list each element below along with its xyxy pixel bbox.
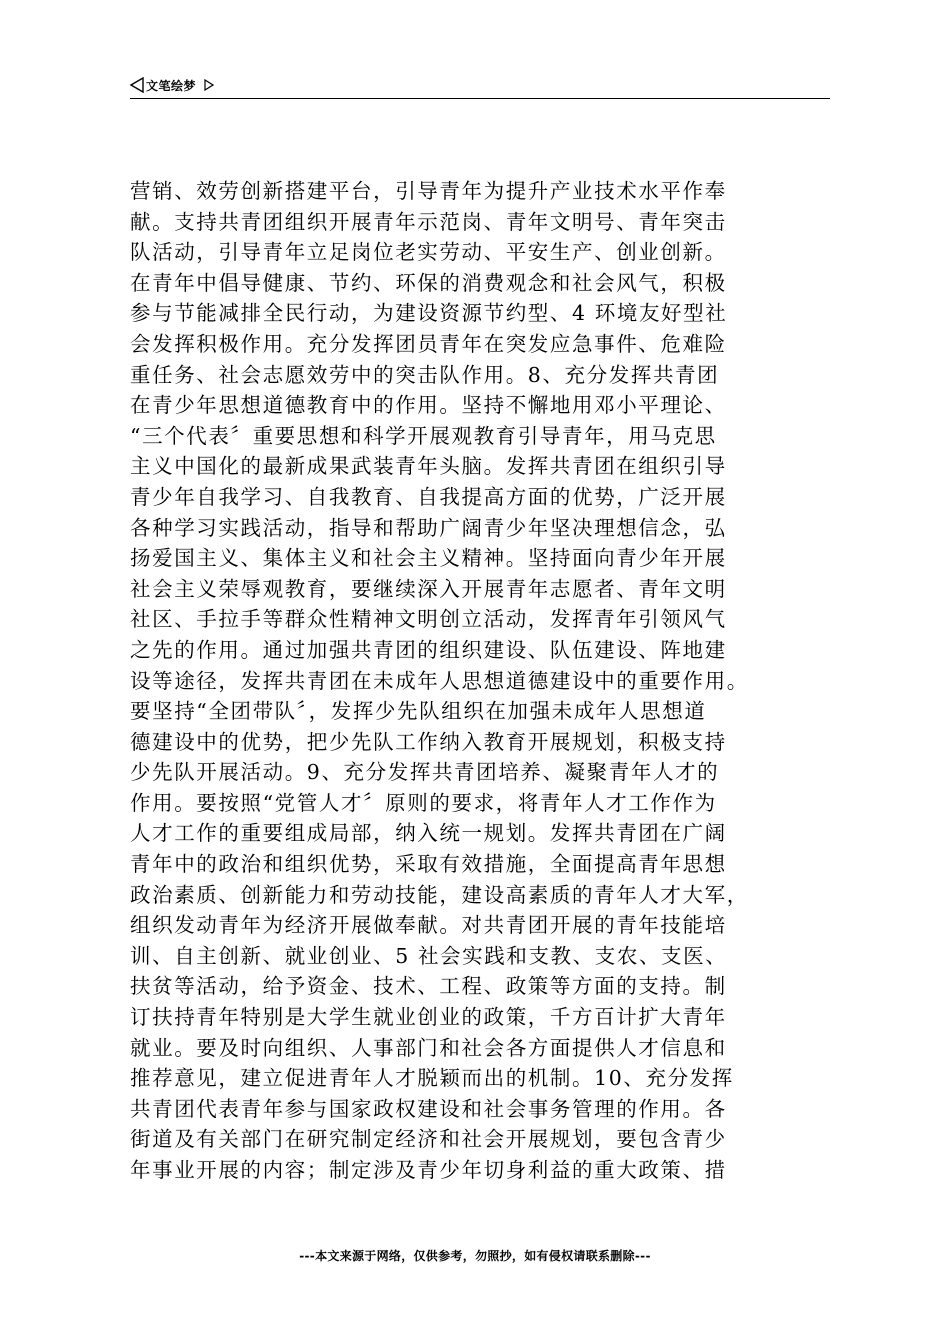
body-line: 组织发动青年为经济开展做奉献。对共青团开展的青年技能培 (130, 913, 727, 938)
body-line: 之先的作用。通过加强共青团的组织建设、队伍建设、阵地建 (130, 637, 727, 662)
body-line: 设等途径，发挥共青团在未成年人思想道德建设中的重要作用。 (130, 668, 749, 693)
body-line: 推荐意见，建立促进青年人才脱颖而出的机制。10、充分发挥 (130, 1066, 734, 1091)
document-body (130, 176, 850, 1186)
triangle-left-icon (130, 77, 144, 93)
body-line: 年事业开展的内容；制定涉及青少年切身利益的重大政策、措 (130, 1158, 727, 1182)
body-line: 扶贫等活动，给予资金、技术、工程、政策等方面的支持。制 (130, 974, 727, 999)
body-line: 作用。要按照“党管人才〞原则的要求，将青年人才工作作为 (130, 790, 717, 815)
body-line: 重任务、社会志愿效劳中的突击队作用。8、充分发挥共青团 (130, 362, 720, 387)
body-line: 在青少年思想道德教育中的作用。坚持不懈地用邓小平理论、 (130, 393, 727, 418)
header-brand-group (130, 74, 214, 96)
body-line: “三个代表〞重要思想和科学开展观教育引导青年，用马克思 (130, 423, 717, 448)
body-line: 会发挥积极作用。充分发挥团员青年在突发应急事件、危难险 (130, 331, 727, 356)
page-header (130, 72, 830, 99)
body-line: 要坚持“全团带队〞，发挥少先队组织在加强未成年人思想道 (130, 699, 707, 724)
body-line: 献。支持共青团组织开展青年示范岗、青年文明号、青年突击 (130, 209, 727, 234)
body-line: 街道及有关部门在研究制定经济和社会开展规划，要包含青少 (130, 1127, 727, 1152)
body-line: 扬爱国主义、集体主义和社会主义精神。坚持面向青少年开展 (130, 546, 727, 571)
body-line: 训、自主创新、就业创业、5 社会实践和支教、支农、支医、 (130, 943, 728, 968)
body-line: 在青年中倡导健康、节约、环保的消费观念和社会风气，积极 (130, 270, 727, 295)
triangle-right-icon (204, 79, 214, 91)
body-line: 订扶持青年特别是大学生就业创业的政策，千方百计扩大青年 (130, 1005, 727, 1030)
body-line: 社区、手拉手等群众性精神文明创立活动，发挥青年引领风气 (130, 607, 727, 632)
header-brand: 文笔绘梦 (146, 78, 197, 93)
body-line: 主义中国化的最新成果武装青年头脑。发挥共青团在组织引导 (130, 454, 727, 479)
body-line: 各种学习实践活动，指导和帮助广阔青少年坚决理想信念，弘 (130, 515, 727, 540)
body-line: 就业。要及时向组织、人事部门和社会各方面提供人才信息和 (130, 1035, 727, 1060)
body-line: 营销、效劳创新搭建平台，引导青年为提升产业技术水平作奉 (130, 179, 727, 203)
body-line: 社会主义荣辱观教育，要继续深入开展青年志愿者、青年文明 (130, 576, 727, 601)
body-line: 人才工作的重要组成局部，纳入统一规划。发挥共青团在广阔 (130, 821, 727, 846)
body-line: 少先队开展活动。9、充分发挥共青团培养、凝聚青年人才的 (130, 760, 720, 785)
body-line: 政治素质、创新能力和劳动技能，建设高素质的青年人才大军， (130, 882, 749, 907)
body-line: 青少年自我学习、自我教育、自我提高方面的优势，广泛开展 (130, 484, 727, 509)
body-line: 青年中的政治和组织优势，采取有效措施，全面提高青年思想 (130, 852, 727, 877)
body-line: 参与节能减排全民行动，为建设资源节约型、4 环境友好型社 (130, 301, 728, 326)
body-line: 德建设中的优势，把少先队工作纳入教育开展规划，积极支持 (130, 729, 727, 754)
body-line: 队活动，引导青年立足岗位老实劳动、平安生产、创业创新。 (130, 240, 727, 265)
body-line: 共青团代表青年参与国家政权建设和社会事务管理的作用。各 (130, 1096, 727, 1121)
footer-disclaimer: ---本文来源于网络，仅供参考，勿照抄，如有侵权请联系删除--- (299, 1249, 651, 1263)
